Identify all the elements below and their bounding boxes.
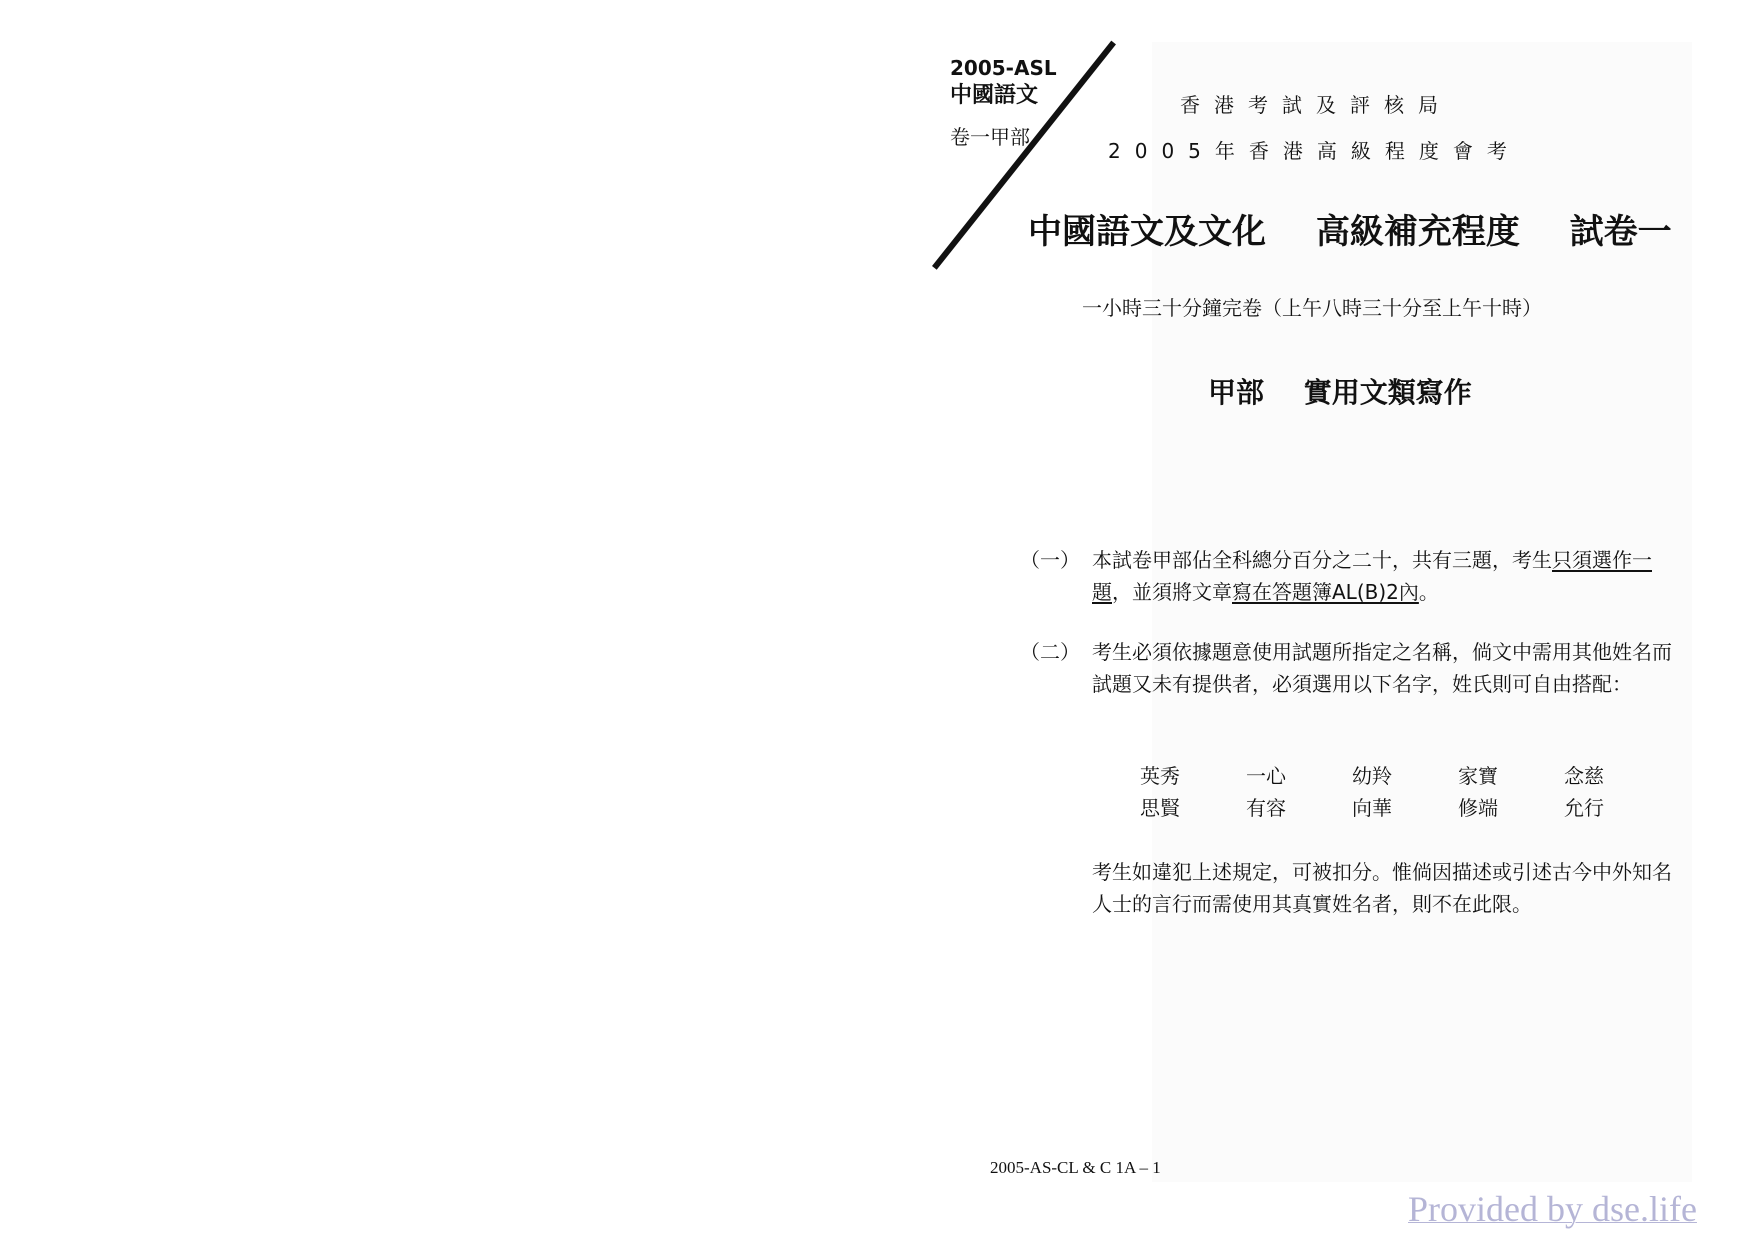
section-label: 甲部 [1208,376,1265,409]
instruction-number: （一） [1020,548,1080,572]
allowed-name: 向華 [1352,796,1392,820]
paper-title [1028,210,1672,254]
allowed-name: 有容 [1246,796,1286,820]
allowed-names-list [1140,760,1670,824]
allowed-name: 幼羚 [1352,764,1392,788]
exam-authority: 香港考試及評核局 [1180,93,1452,117]
instruction-emphasis: 寫在答題簿AL(B)2內 [1232,580,1419,604]
instruction-item-2 [1020,636,1680,700]
paper-part: 卷一甲部 [950,125,1030,149]
instruction-text-part: 。 [1418,580,1439,604]
page-footer-code: 2005-AS-CL & C 1A – 1 [990,1158,1161,1177]
instruction-text-part: 本試卷甲部佔全科總分百分之二十，共有三題，考生 [1092,548,1552,572]
instruction-text: 考生必須依據題意使用試題所指定之名稱，倘文中需用其他姓名而試題又未有提供者，必須選用以下名字，姓氏則可自由搭配： [1092,640,1672,696]
title-level: 高級補充程度 [1315,212,1520,252]
paper-subject: 中國語文 [950,83,1039,108]
penalty-note: 考生如違犯上述規定，可被扣分。惟倘因描述或引述古今中外知名人士的言行而需使用其真實姓名者，則不在此限。 [1092,860,1672,916]
allowed-name: 家寶 [1458,764,1498,788]
instruction-text [1092,544,1680,608]
section-name: 實用文類寫作 [1303,376,1472,409]
instruction-text-part: ，並須將文章 [1112,580,1232,604]
exam-duration: 一小時三十分鐘完卷（上午八時三十分至上午十時） [1082,296,1542,320]
instruction-item-1 [1020,544,1680,608]
allowed-name: 一心 [1246,764,1286,788]
allowed-name: 英秀 [1140,764,1180,788]
section-heading [1208,374,1472,412]
allowed-name: 允行 [1564,796,1604,820]
title-subject: 中國語文及文化 [1028,212,1266,252]
allowed-name: 思賢 [1140,796,1180,820]
paper-code: 2005-ASL [950,56,1057,80]
instruction-number: （二） [1020,640,1080,664]
instruction-emphasis: 只須選作一題 [1092,548,1652,604]
allowed-name: 修端 [1458,796,1498,820]
title-paper: 試卷一 [1569,212,1672,252]
watermark-link[interactable]: Provided by dse.life [1408,1189,1697,1229]
exam-name: 2005年香港高級程度會考 [1108,139,1521,163]
allowed-name: 念慈 [1564,764,1604,788]
